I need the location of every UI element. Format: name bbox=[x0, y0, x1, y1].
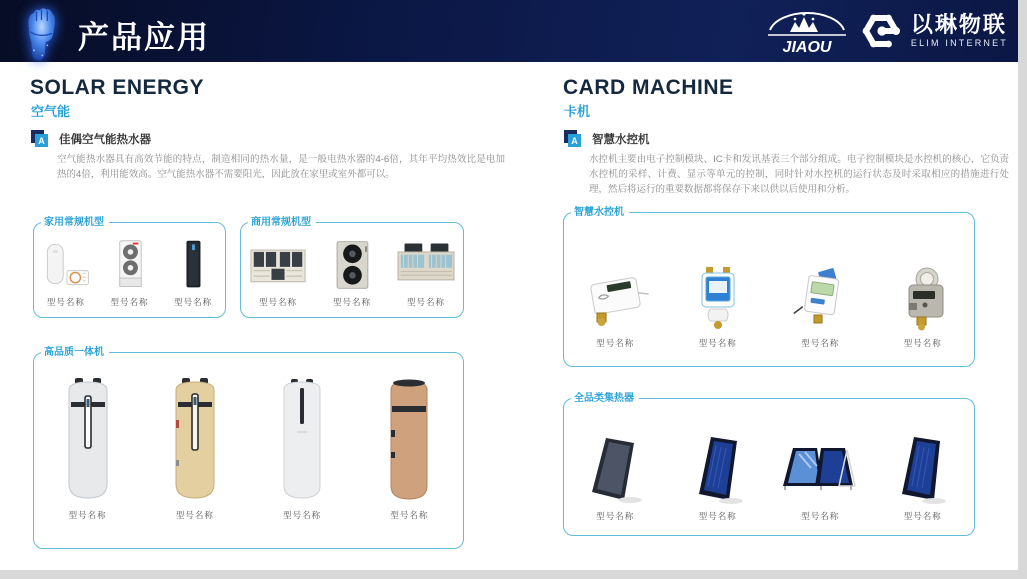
box-household-label: 家用常规机型 bbox=[41, 216, 109, 229]
left-column-subtitle: 空气能 bbox=[31, 104, 71, 119]
product-item bbox=[389, 223, 463, 317]
product-item bbox=[769, 399, 872, 535]
product-image-black-slim-unit bbox=[165, 237, 221, 293]
product-model-label: 型号名称 bbox=[174, 297, 213, 307]
product-item bbox=[249, 353, 356, 548]
product-image-panel-blue-2 bbox=[884, 434, 962, 506]
left-section-title: 佳偶空气能热水器 bbox=[59, 133, 151, 146]
product-image-commercial-unit-grilles bbox=[247, 237, 309, 293]
right-column-title: CARD MACHINE bbox=[563, 76, 734, 99]
product-item bbox=[315, 223, 389, 317]
product-image-panel-a-frame-pair bbox=[777, 434, 863, 506]
product-model-label: 型号名称 bbox=[68, 510, 107, 520]
product-model-label: 型号名称 bbox=[258, 297, 297, 307]
right-section-head bbox=[564, 130, 650, 147]
product-model-label: 型号名称 bbox=[46, 297, 85, 307]
product-image-controller-blue-screen bbox=[682, 265, 754, 333]
box-household-models bbox=[33, 217, 226, 318]
product-item bbox=[667, 213, 770, 366]
product-item bbox=[872, 399, 975, 535]
elim-logo-cn: 以琳物联 bbox=[910, 12, 1007, 37]
page-title: 产品应用 bbox=[78, 20, 210, 55]
product-item bbox=[98, 223, 162, 317]
right-description: 水控机主要由电子控制模块、IC卡和发讯基表三个部分组成。电子控制模块是水控机的核心，它负责水控机的采样、计费、显示等单元的控制，同时针对水控机的运行状态及时采取相应的措施进行处理，然后将运行的重要数据都将保存下来以供以后使用和分析。 bbox=[589, 154, 1009, 195]
product-image-commercial-long-unit bbox=[395, 237, 457, 293]
product-model-label: 型号名称 bbox=[596, 338, 635, 348]
product-item bbox=[872, 213, 975, 366]
product-image-cylinder-white bbox=[271, 376, 333, 504]
box-solar-collectors bbox=[563, 393, 975, 536]
box-commercial-label: 商用常规机型 bbox=[248, 216, 316, 229]
product-item bbox=[564, 213, 667, 366]
header-bar bbox=[0, 0, 1018, 62]
product-model-label: 型号名称 bbox=[801, 338, 840, 348]
product-model-label: 型号名称 bbox=[801, 511, 840, 521]
product-image-controller-angled bbox=[579, 265, 651, 333]
product-model-label: 型号名称 bbox=[698, 511, 737, 521]
product-model-label: 型号名称 bbox=[406, 297, 445, 307]
product-image-panel-blue bbox=[679, 434, 757, 506]
product-image-controller-card-slot bbox=[784, 265, 856, 333]
product-item bbox=[667, 399, 770, 535]
left-description: 空气能热水器具有高效节能的特点，制造相同的热水量，是一般电热水器的4-6倍，其年平均热效比是电加热的4倍，利用能效高。空气能热水器不需要阳光，因此放在家里或室外都可以。 bbox=[57, 154, 505, 180]
product-image-cylinder-gold bbox=[164, 376, 226, 504]
product-image-tank-with-outdoor-unit bbox=[38, 237, 94, 293]
product-model-label: 型号名称 bbox=[698, 338, 737, 348]
product-item bbox=[356, 353, 463, 548]
product-model-label: 型号名称 bbox=[332, 297, 371, 307]
badge-a-icon: A bbox=[31, 130, 48, 147]
product-model-label: 型号名称 bbox=[110, 297, 149, 307]
fist-icon bbox=[14, 2, 64, 62]
product-image-two-round-fan-unit bbox=[324, 237, 380, 293]
product-model-label: 型号名称 bbox=[596, 511, 635, 521]
right-column-subtitle: 卡机 bbox=[564, 104, 591, 119]
product-model-label: 型号名称 bbox=[283, 510, 322, 520]
product-item bbox=[34, 223, 98, 317]
elim-logo-icon bbox=[859, 9, 903, 53]
product-image-controller-dial-meter bbox=[887, 265, 959, 333]
jiaou-logo bbox=[764, 8, 850, 56]
product-image-two-fan-cabinet bbox=[102, 237, 158, 293]
product-model-label: 型号名称 bbox=[175, 510, 214, 520]
product-model-label: 型号名称 bbox=[903, 338, 942, 348]
box-commercial-models bbox=[240, 217, 464, 318]
product-item bbox=[564, 399, 667, 535]
product-item bbox=[34, 353, 141, 548]
left-column-title: SOLAR ENERGY bbox=[30, 76, 205, 99]
box-solar-collectors-label: 全品类集热器 bbox=[571, 392, 639, 405]
elim-logo-en: ELIM INTERNET bbox=[910, 38, 1008, 48]
box-water-controllers bbox=[563, 207, 975, 367]
product-item bbox=[769, 213, 872, 366]
product-image-cylinder-silver bbox=[57, 376, 119, 504]
product-item bbox=[141, 353, 248, 548]
box-water-controllers-label: 智慧水控机 bbox=[571, 206, 629, 219]
right-section-title: 智慧水控机 bbox=[592, 133, 650, 146]
left-section-head bbox=[31, 130, 151, 147]
product-image-panel-dark bbox=[576, 434, 654, 506]
product-image-cylinder-rosegold bbox=[378, 376, 440, 504]
product-model-label: 型号名称 bbox=[390, 510, 429, 520]
elim-logo bbox=[859, 9, 1008, 53]
product-item bbox=[241, 223, 315, 317]
box-allinone-label: 高品质一体机 bbox=[41, 346, 109, 359]
product-item bbox=[161, 223, 225, 317]
product-model-label: 型号名称 bbox=[903, 511, 942, 521]
badge-a-icon: A bbox=[564, 130, 581, 147]
box-allinone-units bbox=[33, 347, 464, 549]
svg-text:JIAOU: JIAOU bbox=[782, 39, 832, 56]
